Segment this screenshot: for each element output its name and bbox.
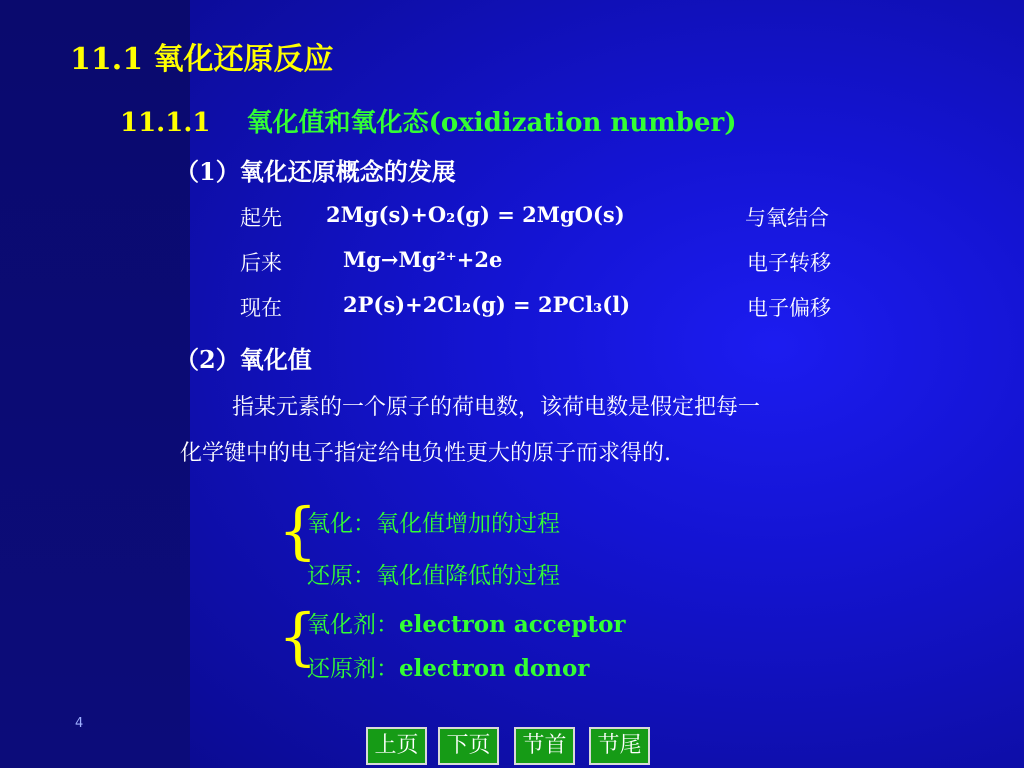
definition-line-2: 化学键中的电子指定给电负性更大的原子而求得的. — [180, 441, 671, 466]
reduction-definition: 还原：氧化值降低的过程 — [307, 563, 560, 589]
curly-brace-icon: { — [278, 494, 318, 567]
section-start-button[interactable]: 节首 — [514, 727, 575, 765]
oxidation-definition: 氧化：氧化值增加的过程 — [307, 511, 560, 537]
row-label: 起先 — [240, 206, 282, 230]
row-note: 与氧结合 — [745, 206, 829, 230]
oxidant-definition — [307, 606, 626, 639]
curly-brace-icon: { — [278, 600, 318, 673]
subsection-title-cn: 氧化值和氧化态 — [246, 108, 429, 138]
reductant-definition — [307, 650, 589, 683]
section-end-button[interactable]: 节尾 — [589, 727, 650, 765]
subsection-title — [120, 102, 737, 139]
row-equation: Mg→Mg²⁺+2e — [343, 247, 503, 272]
item1-heading: （1）氧化还原概念的发展 — [175, 157, 456, 186]
row-note: 电子偏移 — [747, 296, 831, 320]
reductant-label: 还原剂： — [307, 656, 399, 682]
item2-heading: （2）氧化值 — [175, 345, 312, 374]
row-note: 电子转移 — [747, 251, 831, 275]
row-label: 现在 — [240, 296, 282, 320]
next-page-button[interactable]: 下页 — [438, 727, 499, 765]
oxidant-label: 氧化剂： — [307, 612, 399, 638]
oxidant-english: electron acceptor — [399, 611, 626, 638]
row-equation: 2P(s)+2Cl₂(g) = 2PCl₃(l) — [343, 292, 631, 317]
row-label: 后来 — [240, 251, 282, 275]
reductant-english: electron donor — [399, 655, 590, 682]
prev-page-button[interactable]: 上页 — [366, 727, 427, 765]
subsection-title-en: (oxidization number) — [428, 108, 737, 138]
page-number: 4 — [75, 716, 84, 731]
section-title: 11.1 氧化还原反应 — [70, 42, 334, 77]
definition-line-1: 指某元素的一个原子的荷电数，该荷电数是假定把每一 — [232, 395, 761, 420]
subsection-number: 11.1.1 — [120, 108, 211, 138]
row-equation: 2Mg(s)+O₂(g) = 2MgO(s) — [326, 202, 625, 227]
